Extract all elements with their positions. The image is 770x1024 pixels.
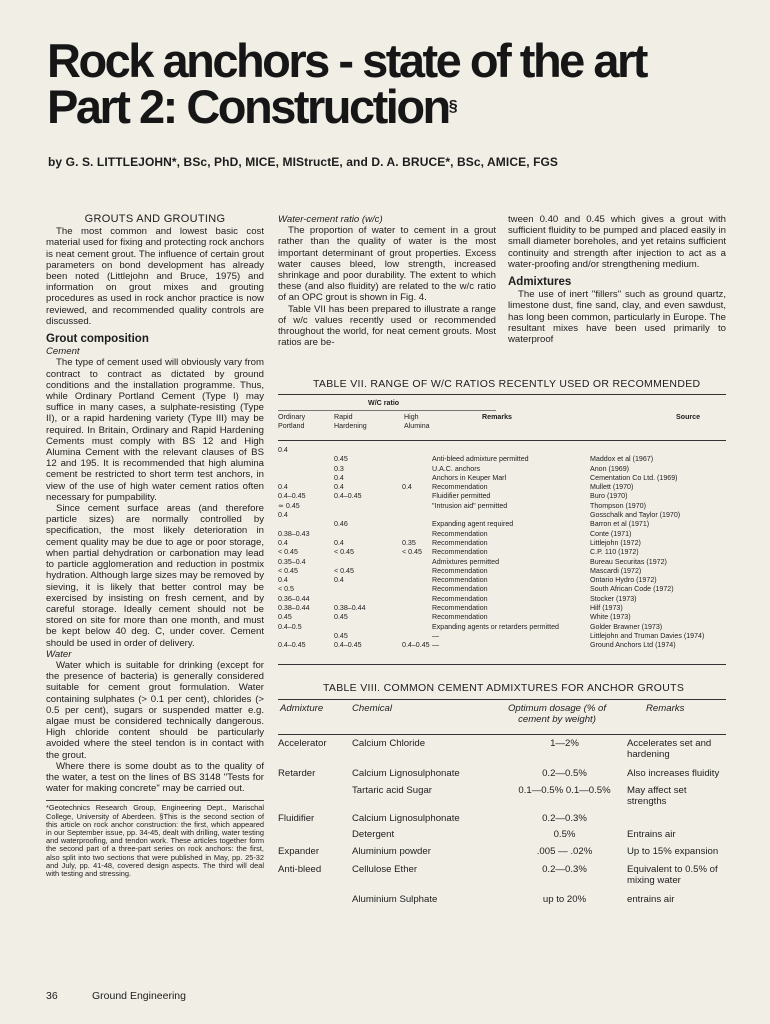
- table7-cell: ≃ 0.45: [278, 501, 300, 510]
- table7-cell: [402, 530, 432, 539]
- cement-paragraph-1: The type of cement used will obviously vary from contract to contract as dictated by ground conditions and the installation programme. Thus, while Ordinary Portland Cement (Type I) may suffice in many cases, a sulphate-resisting (Type II), or a rapid hardening variety (Type III) may be required. In Britain, Ordinary and Rapid Hardening Cements must comply with BS 12 and High Alumina Cement with the relevant clauses of BS 12 and 195. It is recommended that high alumina cement be restricted to short term test anchors, in view of the use of high water cement ratios often necessary for pumpability.: [46, 357, 264, 503]
- table7-cell: [402, 623, 432, 632]
- table8-cell: 0.2—0.3%: [542, 812, 587, 824]
- table7-cell: Recommendation: [432, 566, 488, 575]
- table7-cell: [402, 502, 432, 511]
- wc-ratio-subheading: Water-cement ratio (w/c): [278, 214, 383, 225]
- table8-row: [278, 859, 726, 889]
- table8-cell: May affect set strengths: [627, 785, 687, 808]
- table7-cell: [402, 465, 432, 474]
- table7-cell: [278, 465, 334, 474]
- table7-cell: 0.46: [334, 520, 348, 529]
- table7-cell: Recommendation: [432, 594, 488, 603]
- admixtures-heading: Admixtures: [508, 276, 572, 289]
- table8-cell: entrains air: [627, 893, 675, 905]
- table7-cell: [402, 446, 432, 455]
- table8-row: [278, 843, 726, 860]
- table8-cell: Entrains air: [627, 828, 676, 840]
- table7-cell: [334, 595, 402, 604]
- table7-cell: Expanding agents or retarders permitted: [432, 622, 559, 631]
- table7-cell: Stocker (1973): [590, 594, 637, 603]
- table7-cell: 0.45: [334, 613, 348, 622]
- table7-top-rule: [278, 394, 726, 395]
- table7-row: [278, 539, 726, 548]
- table8-row: [278, 810, 726, 827]
- table7-cell: 0.4: [334, 538, 344, 547]
- table7-cell: —: [432, 631, 440, 640]
- table7-cell: 0.4–0.45: [334, 492, 362, 501]
- table8-cell: Calcium Lignosulphonate: [352, 812, 460, 824]
- table7-cell: [402, 585, 432, 594]
- table7-wc-rule: [278, 410, 496, 411]
- table8-cell: Detergent: [352, 828, 395, 840]
- table7-cell: Littlejohn (1972): [590, 538, 641, 547]
- table8-row: [278, 889, 726, 908]
- table7-cell: 0.45: [334, 455, 348, 464]
- table7-cell: [278, 632, 334, 641]
- table7-cell: [402, 492, 432, 501]
- t8-head-remarks: Remarks: [646, 703, 685, 714]
- table7-cell: 0.4: [402, 483, 412, 492]
- column-2: [278, 214, 496, 348]
- t7-head-ordinary: Ordinary Portland: [278, 413, 306, 431]
- table7-cell: "Intrusion aid" permitted: [432, 501, 508, 510]
- table8-cell: Expander: [278, 845, 320, 857]
- table7-cell: Thompson (1970): [590, 501, 646, 510]
- table7-cell: [432, 511, 590, 520]
- table7-cell: [334, 558, 402, 567]
- table7-row: [278, 641, 726, 650]
- table7-cell: Recommendation: [432, 613, 488, 622]
- table7-caption: TABLE VII. RANGE OF W/C RATIOS RECENTLY USED OR RECOMMENDED: [313, 378, 701, 390]
- table7-cell: Recommendation: [432, 538, 488, 547]
- t7-head-source: Source: [676, 413, 701, 421]
- table8-cell: Aluminium powder: [352, 845, 431, 857]
- table7-row: [278, 483, 726, 492]
- table7-cell: 0.4–0.45: [334, 641, 362, 650]
- table7-cell: Recommendation: [432, 604, 488, 613]
- table7-row: [278, 548, 726, 557]
- table7-header-rule: [278, 440, 726, 441]
- table7-cell: Bureau Securitas (1972): [590, 557, 667, 566]
- table8-cell: [627, 810, 726, 827]
- table7-cell: Mascardi (1972): [590, 566, 642, 575]
- table7-cell: [402, 455, 432, 464]
- table8-cell: 0.2—0.5%: [542, 767, 587, 779]
- water-paragraph-1: Water which is suitable for drinking (except for the presence of bacteria) is generally considered suitable for cement grout formulation. Water containing sulphates (> 0.1 per cent), chlorides (> 0.5 per cent), sugars or suspended matter e.g. algae must be considered technically dangerous. High chloride content should be particularly avoided where the steel tendon is in contact with the grout.: [46, 659, 264, 761]
- table7-cell: [402, 558, 432, 567]
- title-line-2: Part 2: Construction: [47, 80, 449, 133]
- table8-row: [278, 827, 726, 843]
- table7-cell: 0.4: [278, 511, 288, 520]
- table7-cell: Ground Anchors Ltd (1974): [590, 641, 676, 650]
- table8-cell: Fluidifier: [278, 812, 315, 824]
- table7-cell: < 0.45: [278, 548, 298, 557]
- table7-cell: 0.4: [278, 576, 288, 585]
- table7-row: [278, 604, 726, 613]
- table7-cell: [402, 595, 432, 604]
- intro-paragraph: The most common and lowest basic cost material used for fixing and protecting rock anchors is neat cement grout. The influence of certain grout parameters on bond development has already been noted (Littlejohn and Bruce, 1975) and information on grout mixes and grouting procedures as used in rock anchor practice is now reviewed, and recommended quality controls are discussed.: [46, 226, 264, 327]
- table7-cell: 0.36–0.44: [278, 594, 310, 603]
- table7-cell: 0.4–0.45: [402, 641, 430, 650]
- table8-cell: .005 — .02%: [536, 845, 593, 857]
- table7-cell: [334, 502, 402, 511]
- table7-cell: Anti-bleed admixture permitted: [432, 455, 529, 464]
- table7-cell: 0.4: [278, 538, 288, 547]
- table7-cell: [402, 520, 432, 529]
- table7-cell: 0.4: [334, 576, 344, 585]
- table7-row: [278, 632, 726, 641]
- table7-cell: Admixtures permitted: [432, 557, 500, 566]
- table7-cell: Recommendation: [432, 529, 488, 538]
- table7-cell: Littlejohn and Truman Davies (1974): [590, 631, 705, 640]
- table8-body: [278, 739, 726, 908]
- table8-cell: Accelerates set and hardening: [627, 738, 712, 760]
- table8-row: [278, 739, 726, 763]
- table7-cell: Barron et al (1971): [590, 520, 650, 529]
- table7-cell: 0.4: [278, 446, 288, 454]
- table7-row: [278, 520, 726, 529]
- table8-cell: 0.5%: [553, 828, 576, 840]
- wc-paragraph-1: The proportion of water to cement in a grout rather than the quality of water is the most important determinant of grout properties. Excess water causes bleed, low strength, increased shrinkage and poor durability. The extent to which these (and also fluidity) are related to the w/c ratio of an OPC grout is shown in Fig. 4.: [278, 225, 496, 304]
- grouts-heading: GROUTS AND GROUTING: [84, 213, 226, 225]
- table7-cell: [334, 511, 402, 520]
- table7-cell: [402, 474, 432, 483]
- table8-cell: Calcium Lignosulphonate: [352, 767, 460, 779]
- table7-bottom-rule: [278, 664, 726, 665]
- table7-cell: 0.45: [278, 613, 292, 622]
- water-paragraph-2: Where there is some doubt as to the quality of the water, a test on the lines of BS 3148 "Tests for water for making concrete" may be carried out.: [46, 760, 264, 795]
- table7-cell: Maddox et al (1967): [590, 455, 654, 464]
- table8-header-rule: [278, 734, 726, 735]
- page-number: 36: [46, 990, 58, 1002]
- table7-cell: [402, 511, 432, 520]
- table7-cell: White (1973): [590, 613, 631, 622]
- title-line-1: Rock anchors - state of the art: [47, 34, 646, 87]
- table8-cell: Aluminium Sulphate: [352, 893, 438, 905]
- table7-cell: [334, 530, 402, 539]
- table8-row: [278, 763, 726, 782]
- table7-cell: [402, 567, 432, 576]
- table7-cell: 0.4: [334, 473, 344, 482]
- table7-cell: < 0.45: [334, 548, 354, 557]
- table7-cell: Hilf (1973): [590, 604, 623, 613]
- table7-cell: Recommendation: [432, 548, 488, 557]
- table7-cell: [278, 455, 334, 464]
- table7-cell: [402, 613, 432, 622]
- table7-cell: < 0.5: [278, 585, 294, 594]
- column-1: [46, 214, 264, 878]
- table7-cell: 0.4–0.45: [278, 492, 306, 501]
- table7-row: [278, 576, 726, 585]
- table7-cell: [590, 446, 726, 455]
- table7-row: [278, 492, 726, 501]
- cement-subheading: Cement: [46, 346, 80, 358]
- t8-head-admixture: Admixture: [280, 703, 324, 714]
- table8-cell: [278, 889, 352, 908]
- table7-cell: Expanding agent required: [432, 520, 514, 529]
- table7-row: [278, 502, 726, 511]
- table8-cell: 1—2%: [550, 738, 579, 749]
- t8-head-chemical: Chemical: [352, 703, 392, 714]
- table7-cell: [432, 446, 590, 455]
- table8-cell: Cellulose Ether: [352, 864, 418, 876]
- table8-caption: TABLE VIII. COMMON CEMENT ADMIXTURES FOR ANCHOR GROUTS: [323, 682, 685, 694]
- table7-cell: [278, 474, 334, 483]
- table7-cell: C.P. 110 (1972): [590, 548, 639, 557]
- table7-row: [278, 530, 726, 539]
- table7-wc-header: W/C ratio: [368, 399, 400, 407]
- table7-cell: —: [432, 641, 440, 650]
- t7-head-rapid: Rapid Hardening: [334, 413, 367, 431]
- table7-row: [278, 511, 726, 520]
- column-3: [508, 214, 726, 345]
- grout-composition-heading: Grout composition: [46, 333, 149, 346]
- table8-cell: Tartaric acid Sugar: [352, 785, 432, 797]
- water-subheading: Water: [46, 648, 72, 660]
- t7-head-remarks: Remarks: [482, 413, 512, 421]
- table7-cell: < 0.45: [334, 566, 354, 575]
- table7-row: [278, 474, 726, 483]
- table7-row: [278, 595, 726, 604]
- cement-paragraph-2: Since cement surface areas (and therefore particle sizes) are normally controlled by specification, the most likely deterioration in cement quality may be due to age or poor storage, when partial dehydration or carbonation may lead to particle agglomeration and reduction in postmix hydration. Although large sizes may be removed by sieving, it is likely that better control may be exercised by insisting on fresh cement, and by careful storage. Ideally cement should not be stored on site for more than one month, and must be kept below 40 deg. C, under cover. Cement should be used in order of delivery.: [46, 503, 264, 649]
- table7-cell: Anchors in Keuper Marl: [432, 473, 507, 482]
- table7-cell: [402, 576, 432, 585]
- byline: by G. S. LITTLEJOHN*, BSc, PhD, MICE, MIStructE, and D. A. BRUCE*, BSc, AMICE, FGS: [48, 155, 559, 169]
- table7-row: [278, 623, 726, 632]
- title-section-mark: §: [448, 98, 458, 115]
- article-title: [47, 34, 646, 133]
- col3-paragraph-1: tween 0.40 and 0.45 which gives a grout with sufficient fluidity to be pumped and placed easily in small diameter boreholes, and yet retains sufficient continuity and strength after injection to act as a water-proofing and/or strengthening medium.: [508, 214, 726, 270]
- table8-cell: Retarder: [278, 767, 316, 779]
- admixtures-paragraph: The use of inert "fillers" such as ground quartz, limestone dust, fine sand, clay, and even sawdust, has long been common, particularly in Europe. The resultant mixes have been used primarily to waterproof: [508, 289, 726, 346]
- table7-cell: [334, 585, 402, 594]
- table8-cell: 0.1—0.5% 0.1—0.5%: [518, 785, 611, 797]
- table7-row: [278, 567, 726, 576]
- journal-name: Ground Engineering: [92, 990, 186, 1002]
- table8-cell: Equivalent to 0.5% of mixing water: [627, 864, 718, 887]
- table7-cell: Recommendation: [432, 576, 488, 585]
- table7-cell: 0.3: [334, 464, 344, 473]
- table7-row: [278, 585, 726, 594]
- table8-cell: Calcium Chloride: [352, 738, 426, 749]
- table7-cell: [334, 623, 402, 632]
- table7-cell: Gosschalk and Taylor (1970): [590, 511, 681, 520]
- table7-cell: Golder Brawner (1973): [590, 622, 663, 631]
- t8-head-dosage: Optimum dosage (% of cement by weight): [507, 703, 607, 725]
- table7-cell: 0.4: [278, 483, 288, 492]
- table8-cell: up to 20%: [542, 893, 587, 905]
- wc-paragraph-2: Table VII has been prepared to illustrate a range of w/c values recently used or recommended throughout the world, for neat cement grouts. Most ratios are be-: [278, 303, 496, 349]
- table7-cell: Buro (1970): [590, 492, 628, 501]
- table7-cell: 0.4–0.5: [278, 622, 302, 631]
- table7-cell: [278, 520, 334, 529]
- table8-cell: Accelerator: [278, 738, 327, 749]
- table7-cell: [334, 446, 402, 455]
- table7-cell: [402, 632, 432, 641]
- table7-cell: Ontario Hydro (1972): [590, 576, 657, 585]
- table8-cell: 0.2—0.3%: [542, 864, 587, 876]
- table7-cell: 0.4: [334, 483, 344, 492]
- table7-row: [278, 455, 726, 464]
- table7-cell: 0.35: [402, 538, 416, 547]
- table7-cell: < 0.45: [402, 548, 422, 557]
- footnote: *Geotechnics Research Group, Engineering Dept., Marischal College, University of Aberdeen. §This is the second section of this article on rock anchor construction: the first, which appeared in our September issue, pp. 34-45, dealt with drilling, water testing and waterproofing, and tendon work. These articles together form the second part of a three-part series on rock anchors: the first, also split into two sections that were published in May, pp. 25-32 and July, pp. 41-48, covered design aspects. The third will deal with testing and stressing.: [46, 800, 264, 878]
- table7-cell: Conte (1971): [590, 529, 632, 538]
- table8-cell: Anti-bleed: [278, 864, 322, 876]
- table8-cell: [278, 781, 352, 810]
- table7-cell: Anon (1969): [590, 464, 630, 473]
- table7-cell: Mullett (1970): [590, 483, 634, 492]
- table7-cell: Recommendation: [432, 585, 488, 594]
- table7-cell: [402, 604, 432, 613]
- table7-cell: 0.4–0.45: [278, 641, 306, 650]
- table7-cell: 0.38–0.44: [278, 604, 310, 613]
- table7-cell: 0.45: [334, 631, 348, 640]
- table7-row: [278, 446, 726, 455]
- t7-head-alumina: High Alumina: [404, 413, 430, 431]
- table8-cell: [278, 827, 352, 843]
- table8-top-rule: [278, 699, 726, 700]
- table7-cell: 0.35–0.4: [278, 557, 306, 566]
- table7-row: [278, 613, 726, 622]
- table7-cell: 0.38–0.43: [278, 529, 310, 538]
- table7-cell: Recommendation: [432, 483, 488, 492]
- table7-cell: Fluidifier permitted: [432, 492, 491, 501]
- table8-cell: Up to 15% expansion: [627, 845, 719, 857]
- table7-row: [278, 558, 726, 567]
- table7-cell: South African Code (1972): [590, 585, 674, 594]
- table8-row: [278, 781, 726, 810]
- table8-cell: Also increases fluidity: [627, 767, 720, 779]
- table7-row: [278, 465, 726, 474]
- table7-cell: < 0.45: [278, 566, 298, 575]
- table7-cell: 0.38–0.44: [334, 604, 366, 613]
- table7-cell: Cementation Co Ltd. (1969): [590, 473, 678, 482]
- table7-cell: U.A.C. anchors: [432, 464, 481, 473]
- table7-body: [278, 446, 726, 651]
